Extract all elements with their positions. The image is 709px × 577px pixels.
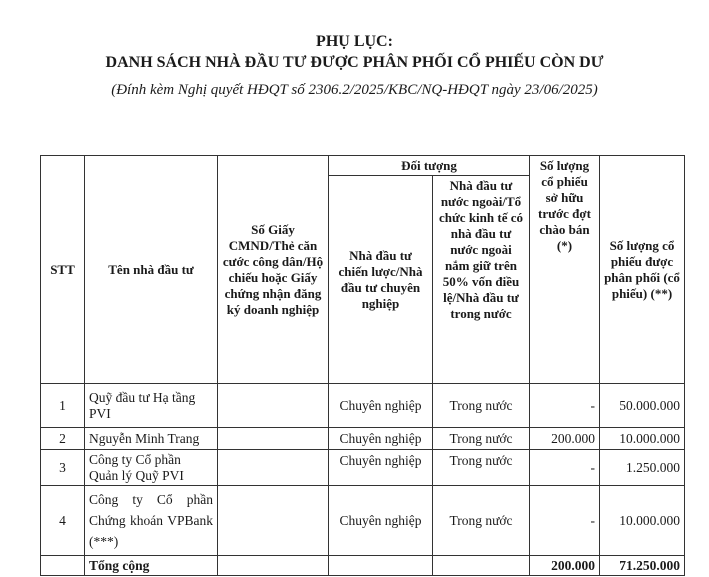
header-strategic-investor: Nhà đầu tư chiến lược/Nhà đầu tư chuyên nghiệp	[329, 176, 433, 384]
cell-foreign: Trong nước	[433, 428, 530, 450]
cell-strategic: Chuyên nghiệp	[329, 384, 433, 428]
cell-shares-owned: -	[530, 384, 600, 428]
appendix-label: PHỤ LỤC:	[316, 33, 393, 50]
cell-investor-name: Quỹ đầu tư Hạ tầng PVI	[85, 384, 218, 428]
header-stt: STT	[41, 156, 85, 384]
cell-stt: 4	[41, 486, 85, 556]
table-row	[41, 428, 685, 450]
cell-shares-owned: -	[530, 486, 600, 556]
cell-stt: 2	[41, 428, 85, 450]
cell-strategic: Chuyên nghiệp	[329, 486, 433, 556]
total-row	[41, 556, 685, 576]
header-id-document: Số Giấy CMND/Thẻ căn cước công dân/Hộ chiếu hoặc Giấy chứng nhận đăng ký doanh nghiệp	[218, 156, 329, 384]
table-row	[41, 486, 685, 556]
cell-foreign: Trong nước	[433, 486, 530, 556]
table-row	[41, 450, 685, 486]
cell-empty	[218, 556, 329, 576]
total-label: Tổng cộng	[85, 556, 218, 576]
cell-investor-name: Công ty Cổ phần Chứng khoán VPBank (***)	[85, 486, 218, 556]
total-shares-owned: 200.000	[530, 556, 600, 576]
cell-empty	[41, 556, 85, 576]
cell-shares-allocated: 50.000.000	[600, 384, 685, 428]
cell-strategic: Chuyên nghiệp	[329, 450, 433, 486]
cell-id-document	[218, 428, 329, 450]
cell-id-document	[218, 384, 329, 428]
cell-id-document	[218, 486, 329, 556]
cell-foreign: Trong nước	[433, 384, 530, 428]
cell-foreign: Trong nước	[433, 450, 530, 486]
cell-shares-owned: -	[530, 450, 600, 486]
cell-investor-name: Công ty Cổ phần Quản lý Quỹ PVI	[85, 450, 218, 486]
total-shares-allocated: 71.250.000	[600, 556, 685, 576]
header-foreign-investor: Nhà đầu tư nước ngoài/Tổ chức kinh tế có nhà đầu tư nước ngoài nắm giữ trên 50% vốn điều lệ/Nhà đầu tư trong nước	[433, 176, 530, 384]
cell-empty	[329, 556, 433, 576]
cell-shares-allocated: 10.000.000	[600, 428, 685, 450]
table-row	[41, 384, 685, 428]
header-investor-name: Tên nhà đầu tư	[85, 156, 218, 384]
cell-shares-allocated: 1.250.000	[600, 450, 685, 486]
header-investor-type-group: Đối tượng	[329, 156, 530, 176]
cell-empty	[433, 556, 530, 576]
document-title: DANH SÁCH NHÀ ĐẦU TƯ ĐƯỢC PHÂN PHỐI CỔ PHIẾU CÒN DƯ	[105, 54, 604, 71]
cell-shares-owned: 200.000	[530, 428, 600, 450]
investor-table	[40, 155, 685, 576]
cell-id-document	[218, 450, 329, 486]
cell-stt: 3	[41, 450, 85, 486]
cell-strategic: Chuyên nghiệp	[329, 428, 433, 450]
document-subtitle: (Đính kèm Nghị quyết HĐQT số 2306.2/2025/KBC/NQ-HĐQT ngày 23/06/2025)	[111, 82, 598, 98]
header-shares-allocated: Số lượng cổ phiếu được phân phối (cổ phiếu) (**)	[600, 156, 685, 384]
header-shares-owned: Số lượng cổ phiếu sở hữu trước đợt chào bán (*)	[530, 156, 600, 384]
cell-shares-allocated: 10.000.000	[600, 486, 685, 556]
cell-investor-name: Nguyễn Minh Trang	[85, 428, 218, 450]
cell-stt: 1	[41, 384, 85, 428]
